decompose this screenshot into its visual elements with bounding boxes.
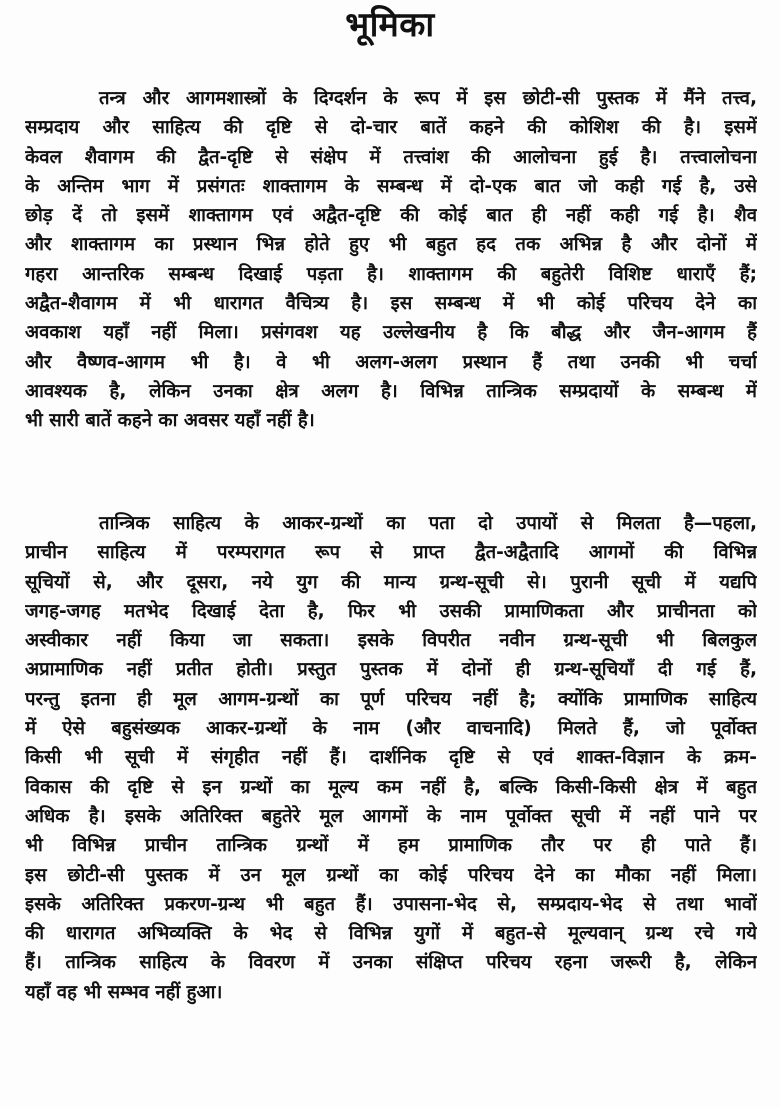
- text-line: केवल शैवागम की द्वैत-दृष्टि से संक्षेप में तत्त्वांश की आलोचना हुई है। तत्त्वालोचना: [25, 146, 757, 168]
- text-line: अप्रामाणिक नहीं प्रतीत होती। प्रस्तुत पुस्तक में दोनों ही ग्रन्थ-सूचियाँ दी गई हैं,: [25, 659, 757, 681]
- text-line: सम्प्रदाय और साहित्य की दृष्टि से दो-चार बातें कहने की कोशिश की है। इसमें: [25, 117, 757, 139]
- text-line: की धारागत अभिव्यक्ति के भेद से विभिन्न युगों में बहुत-से मूल्यवान् ग्रन्थ रचे गये: [25, 923, 757, 945]
- text-line: प्राचीन साहित्य में परम्परागत रूप से प्राप्त द्वैत-अद्वैतादि आगमों की विभिन्न: [25, 542, 757, 564]
- text-line: परन्तु इतना ही मूल आगम-ग्रन्थों का पूर्ण परिचय नहीं है; क्योंकि प्रामाणिक साहित्य: [25, 688, 757, 710]
- text-line: अद्वैत-शैवागम में भी धारागत वैचित्र्य है। इस सम्बन्ध में भी कोई परिचय देने का: [25, 293, 757, 315]
- text-line: अस्वीकार नहीं किया जा सकता। इसके विपरीत नवीन ग्रन्थ-सूची भी बिलकुल: [25, 630, 757, 652]
- paragraph-1: [25, 84, 757, 436]
- text-line: छोड़ दें तो इसमें शाक्तागम एवं अद्वैत-दृष्टि की कोई बात ही नहीं कही गई है। शैव: [25, 205, 757, 227]
- text-line: हैं। तान्त्रिक साहित्य के विवरण में उनका संक्षिप्त परिचय रहना जरूरी है, लेकिन: [25, 952, 757, 974]
- text-line: तन्त्र और आगमशास्त्रों के दिग्दर्शन के रूप में इस छोटी-सी पुस्तक में मैंने तत्त्व,: [99, 88, 757, 109]
- text-line: किसी भी सूची में संगृहीत नहीं हैं। दार्शनिक दृष्टि से एवं शाक्त-विज्ञान के क्रम-: [25, 747, 757, 769]
- text-line: इसके अतिरिक्त प्रकरण-ग्रन्थ भी बहुत हैं। उपासना-भेद से, सम्प्रदाय-भेद से तथा भावों: [25, 893, 757, 915]
- text-line: में ऐसे बहुसंख्यक आकर-ग्रन्थों के नाम (और वाचनादि) मिलते हैं, जो पूर्वोक्त: [25, 718, 757, 740]
- text-line: भी सारी बातें कहने का अवसर यहाँ नहीं है।: [25, 410, 315, 432]
- text-line: अधिक है। इसके अतिरिक्त बहुतेरे मूल आगमों के नाम पूर्वोक्त सूची में नहीं पाने पर: [25, 805, 757, 827]
- text-line: और वैष्णव-आगम भी है। वे भी अलग-अलग प्रस्थान हैं तथा उनकी भी चर्चा: [25, 351, 757, 373]
- page-title: भूमिका: [345, 5, 435, 45]
- text-line: भी विभिन्न प्राचीन तान्त्रिक ग्रन्थों में हम प्रामाणिक तौर पर ही पाते हैं।: [25, 835, 757, 857]
- text-line: तान्त्रिक साहित्य के आकर-ग्रन्थों का पता दो उपायों से मिलता है—पहला,: [99, 513, 757, 534]
- text-line: इस छोटी-सी पुस्तक में उन मूल ग्रन्थों का कोई परिचय देने का मौका नहीं मिला।: [25, 864, 757, 886]
- text-line: यहाँ वह भी सम्भव नहीं हुआ।: [25, 981, 223, 1003]
- text-line: के अन्तिम भाग में प्रसंगतः शाक्तागम के सम्बन्ध में दो-एक बात जो कही गई है, उसे: [25, 175, 757, 197]
- text-line: जगह-जगह मतभेद दिखाई देता है, फिर भी उसकी प्रामाणिकता और प्राचीनता को: [25, 600, 757, 622]
- text-line: गहरा आन्तरिक सम्बन्ध दिखाई पड़ता है। शाक्तागम की बहुतेरी विशिष्ट धाराएँ हैं;: [25, 263, 757, 285]
- text-line: आवश्यक है, लेकिन उनका क्षेत्र अलग है। विभिन्न तान्त्रिक सम्प्रदायों के सम्बन्ध में: [25, 380, 757, 402]
- paragraph-2: [25, 509, 757, 1007]
- text-line: विकास की दृष्टि से इन ग्रन्थों का मूल्य कम नहीं है, बल्कि किसी-किसी क्षेत्र में बहुत: [25, 776, 757, 798]
- text-line: सूचियों से, और दूसरा, नये युग की मान्य ग्रन्थ-सूची से। पुरानी सूची में यद्यपि: [25, 571, 757, 593]
- text-line: और शाक्तागम का प्रस्थान भिन्न होते हुए भी बहुत हद तक अभिन्न है और दोनों में: [25, 234, 757, 256]
- text-line: अवकाश यहाँ नहीं मिला। प्रसंगवश यह उल्लेखनीय है कि बौद्ध और जैन-आगम हैं: [25, 322, 757, 344]
